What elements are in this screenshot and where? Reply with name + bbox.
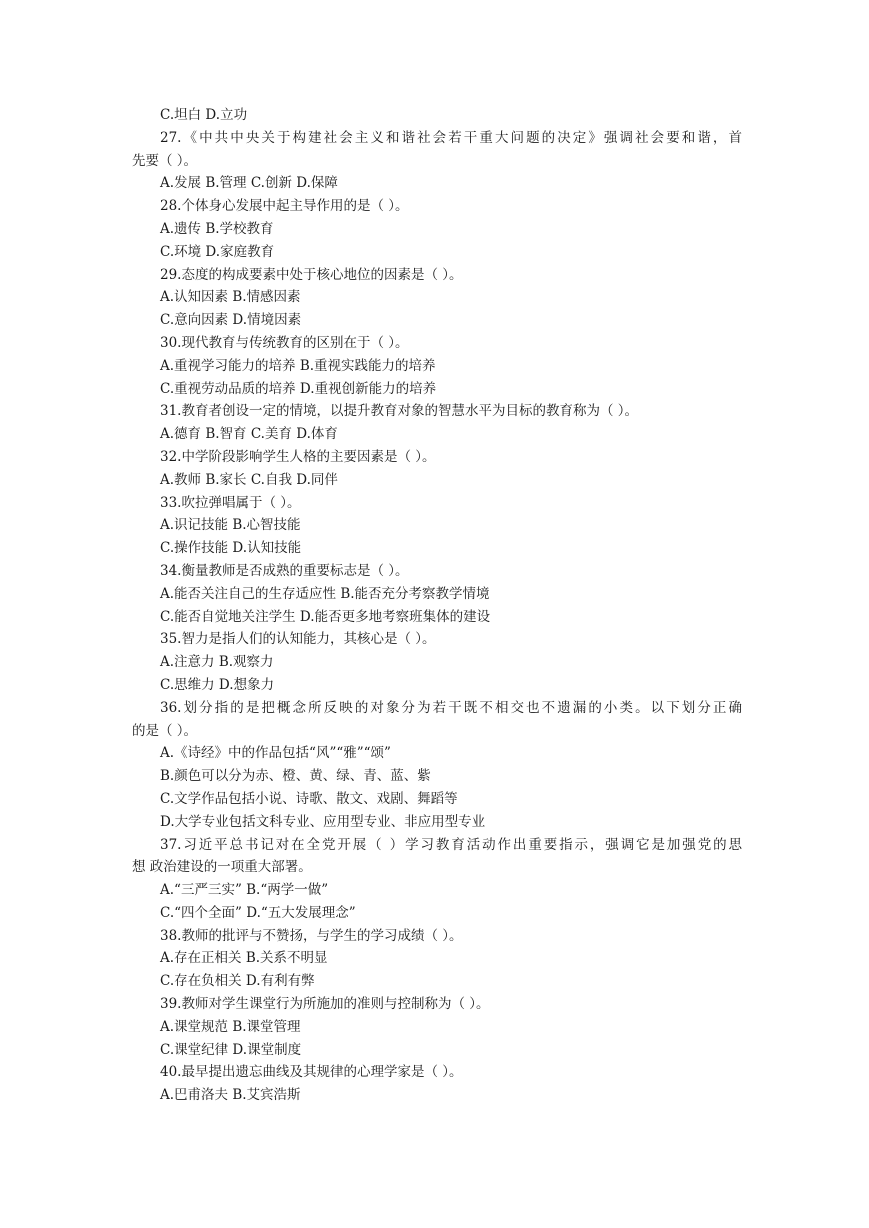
text-line: 40.最早提出遗忘曲线及其规律的心理学家是（ ）。 — [160, 1064, 463, 1081]
text-line: C.意向因素 D.情境因素 — [160, 312, 302, 329]
text-line: A.存在正相关 B.关系不明显 — [160, 950, 328, 967]
text-line: 33.吹拉弹唱属于（ ）。 — [160, 494, 301, 511]
document-body — [132, 104, 742, 1107]
text-line: 37.习近平总书记对在全党开展（ ）学习教育活动作出重要指示，强调它是加强党的思 — [160, 836, 742, 853]
text-line: A.“三严三实” B.“两学一做” — [160, 882, 329, 899]
text-line: 30.现代教育与传统教育的区别在于（ ）。 — [160, 334, 409, 351]
text-line: A.注意力 B.观察力 — [160, 654, 274, 671]
text-line: 36.划分指的是把概念所反映的对象分为若干既不相交也不遗漏的小类。以下划分正确 — [160, 699, 742, 716]
text-line: 27.《中共中央关于构建社会主义和谐社会若干重大问题的决定》强调社会要和谐，首 — [160, 129, 742, 146]
text-line: 想 政治建设的一项重大部署。 — [132, 859, 312, 876]
text-line: C.“四个全面” D.“五大发展理念” — [160, 904, 356, 921]
text-line: A.发展 B.管理 C.创新 D.保障 — [160, 175, 338, 192]
text-line: A.认知因素 B.情感因素 — [160, 289, 301, 306]
text-line: C.环境 D.家庭教育 — [160, 243, 275, 260]
text-line: A.遗传 B.学校教育 — [160, 220, 274, 237]
text-line: C.重视劳动品质的培养 D.重视创新能力的培养 — [160, 380, 437, 397]
text-line: C.存在负相关 D.有利有弊 — [160, 973, 315, 990]
text-line: A.《诗经》中的作品包括“风”“雅”“颂” — [160, 745, 391, 762]
text-line: 29.态度的构成要素中处于核心地位的因素是（ ）。 — [160, 266, 463, 283]
text-line: 的是（ ）。 — [132, 722, 198, 739]
text-line: 38.教师的批评与不赞扬，与学生的学习成绩（ ）。 — [160, 927, 463, 944]
text-line: 35.智力是指人们的认知能力，其核心是（ ）。 — [160, 631, 436, 648]
text-line: B.颜色可以分为赤、橙、黄、绿、青、蓝、紫 — [160, 768, 431, 785]
text-line: C.操作技能 D.认知技能 — [160, 540, 302, 557]
text-line: A.课堂规范 B.课堂管理 — [160, 1018, 301, 1035]
text-line: 39.教师对学生课堂行为所施加的准则与控制称为（ ）。 — [160, 996, 490, 1013]
text-line: 31.教育者创设一定的情境，以提升教育对象的智慧水平为目标的教育称为（ ）。 — [160, 403, 639, 420]
text-line: 先要（ ）。 — [132, 152, 198, 169]
text-line: A.教师 B.家长 C.自我 D.同伴 — [160, 471, 338, 488]
text-line: D.大学专业包括文科专业、应用型专业、非应用型专业 — [160, 813, 486, 830]
text-line: C.思维力 D.想象力 — [160, 676, 275, 693]
text-line: 28.个体身心发展中起主导作用的是（ ）。 — [160, 198, 409, 215]
text-line: A.识记技能 B.心智技能 — [160, 517, 301, 534]
text-line: C.课堂纪律 D.课堂制度 — [160, 1041, 302, 1058]
text-line: C.能否自觉地关注学生 D.能否更多地考察班集体的建设 — [160, 608, 491, 625]
text-line: 34.衡量教师是否成熟的重要标志是（ ）。 — [160, 562, 409, 579]
text-line: 32.中学阶段影响学生人格的主要因素是（ ）。 — [160, 448, 436, 465]
text-line: A.能否关注自己的生存适应性 B.能否充分考察教学情境 — [160, 585, 490, 602]
text-line: A.巴甫洛夫 B.艾宾浩斯 — [160, 1087, 301, 1104]
text-line: C.坦白 D.立功 — [160, 107, 248, 123]
text-line: A.重视学习能力的培养 B.重视实践能力的培养 — [160, 357, 436, 374]
text-line: A.德育 B.智育 C.美育 D.体育 — [160, 426, 338, 443]
text-line: C.文学作品包括小说、诗歌、散文、戏剧、舞蹈等 — [160, 790, 458, 807]
